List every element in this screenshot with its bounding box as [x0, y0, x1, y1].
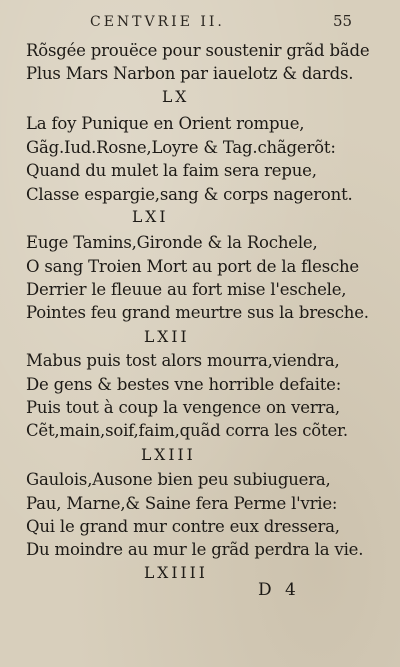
running-head: CENTVRIE II. [90, 14, 225, 30]
verse-line: Quand du mulet la faim sera repue, [26, 161, 317, 180]
verse-line: Puis tout à coup la vengence on verra, [26, 398, 340, 417]
verse-line: La foy Punique en Orient rompue, [26, 114, 305, 133]
verse-line: Gãg.Iud.Rosne,Loyre & Tag.chãgerõt: [26, 138, 336, 157]
verse-line: Gaulois,Ausone bien peu subiuguera, [26, 470, 331, 489]
verse-line: Cẽt,main,soif,faim,quãd corra les cõter. [26, 421, 348, 440]
verse-line: Pau, Marne,& Saine fera Perme l'vrie: [26, 494, 338, 513]
verse-line: De gens & bestes vne horrible defaite: [26, 375, 342, 394]
quatrain-numeral: LX [162, 88, 190, 106]
verse-line: Plus Mars Narbon par iauelotz & dards. [26, 64, 354, 83]
page-number: 55 [333, 12, 353, 30]
verse-line: Classe espargie,sang & corps nageront. [26, 185, 353, 204]
verse-line: Qui le grand mur contre eux dressera, [26, 517, 340, 536]
signature-mark: D 4 [258, 580, 300, 600]
verse-line: Pointes feu grand meurtre sus la bresche. [26, 303, 369, 322]
quatrain-numeral: LXIIII [144, 564, 208, 582]
quatrain-numeral: LXI [132, 208, 169, 226]
verse-line: O sang Troien Mort au port de la flesche [26, 257, 359, 276]
verse-line: Du moindre au mur le grãd perdra la vie. [26, 540, 364, 559]
verse-line: Euge Tamins,Gironde & la Rochele, [26, 233, 318, 252]
page-header [0, 12, 400, 34]
verse-line: Derrier le fleuue au fort mise l'eschele, [26, 280, 347, 299]
quatrain-numeral: LXII [144, 328, 190, 346]
quatrain-numeral: LXIII [141, 446, 196, 464]
verse-line: Mabus puis tost alors mourra,viendra, [26, 351, 340, 370]
verse-line: Rõsgée prouëce pour soustenir grãd bãde [26, 41, 370, 60]
